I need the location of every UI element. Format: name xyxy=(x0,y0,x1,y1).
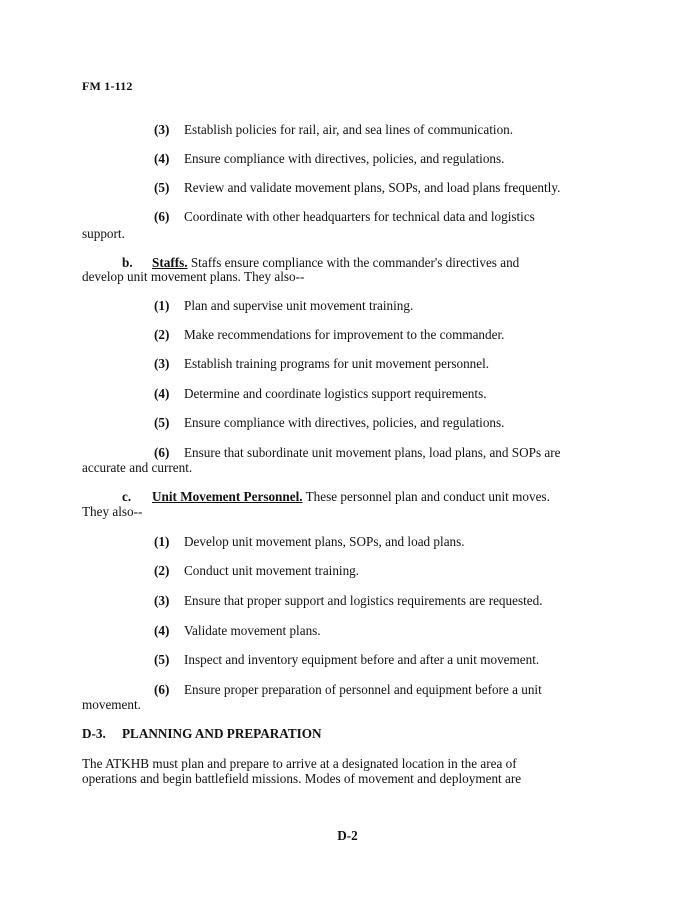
list-item xyxy=(154,209,694,225)
list-item xyxy=(154,151,694,167)
list-item xyxy=(154,682,694,698)
page-header-manual-id: FM 1-112 xyxy=(82,79,133,93)
list-item xyxy=(154,534,694,550)
paragraph-text: Staffs ensure compliance with the commander's directives and xyxy=(187,255,520,270)
list-item xyxy=(154,652,694,668)
section-number: D-3. xyxy=(82,726,106,741)
section-heading-d3 xyxy=(82,726,322,742)
item-text: Inspect and inventory equipment before and after a unit movement. xyxy=(184,652,540,667)
page-number: D-2 xyxy=(337,828,358,843)
paragraph-b-continuation: develop unit movement plans. They also-- xyxy=(82,269,305,284)
item-number: (3) xyxy=(154,356,170,371)
item-text: Review and validate movement plans, SOPs, and load plans frequently. xyxy=(184,180,561,195)
item-text: Ensure compliance with directives, policies, and regulations. xyxy=(184,151,505,166)
item-continuation: accurate and current. xyxy=(82,460,193,475)
item-continuation: movement. xyxy=(82,697,141,712)
item-text: Establish training programs for unit movement personnel. xyxy=(184,356,490,371)
list-item xyxy=(154,356,694,372)
body-text-line: The ATKHB must plan and prepare to arrive at a designated location in the area of xyxy=(82,756,517,771)
paragraph-text: These personnel plan and conduct unit moves. xyxy=(302,489,550,504)
list-item xyxy=(154,563,694,579)
item-text: Ensure proper preparation of personnel and equipment before a unit xyxy=(184,682,542,697)
item-number: (5) xyxy=(154,652,170,667)
list-item xyxy=(154,415,694,431)
item-number: (1) xyxy=(154,534,170,549)
item-number: (6) xyxy=(154,209,170,224)
paragraph-heading-staffs: Staffs. xyxy=(152,255,188,270)
paragraph-c-continuation: They also-- xyxy=(82,504,143,519)
item-text: Develop unit movement plans, SOPs, and load plans. xyxy=(184,534,465,549)
item-text: Conduct unit movement training. xyxy=(184,563,360,578)
item-text: Determine and coordinate logistics support requirements. xyxy=(184,386,487,401)
paragraph-c-lead xyxy=(82,489,622,505)
list-item xyxy=(154,327,694,343)
list-item xyxy=(154,593,694,609)
item-text: Make recommendations for improvement to the commander. xyxy=(184,327,505,342)
item-text: Ensure compliance with directives, policies, and regulations. xyxy=(184,415,505,430)
list-item xyxy=(154,298,694,314)
item-text: Coordinate with other headquarters for technical data and logistics xyxy=(184,209,535,224)
paragraph-heading-unit-movement-personnel: Unit Movement Personnel. xyxy=(152,489,303,504)
item-number: (4) xyxy=(154,151,170,166)
list-item xyxy=(154,445,694,461)
item-number: (6) xyxy=(154,682,170,697)
paragraph-letter: b. xyxy=(122,255,133,270)
section-title: PLANNING AND PREPARATION xyxy=(122,726,322,741)
item-number: (3) xyxy=(154,593,170,608)
item-text: Establish policies for rail, air, and sea lines of communication. xyxy=(184,122,514,137)
item-number: (3) xyxy=(154,122,170,137)
list-item xyxy=(154,623,694,639)
item-number: (2) xyxy=(154,327,170,342)
item-number: (4) xyxy=(154,386,170,401)
list-item xyxy=(154,386,694,402)
item-number: (6) xyxy=(154,445,170,460)
item-number: (2) xyxy=(154,563,170,578)
item-text: Validate movement plans. xyxy=(184,623,321,638)
paragraph-letter: c. xyxy=(122,489,132,504)
item-text: Ensure that subordinate unit movement plans, load plans, and SOPs are xyxy=(184,445,561,460)
item-continuation: support. xyxy=(82,226,125,241)
item-text: Ensure that proper support and logistics requirements are requested. xyxy=(184,593,543,608)
list-item xyxy=(154,180,694,196)
item-text: Plan and supervise unit movement training. xyxy=(184,298,414,313)
item-number: (4) xyxy=(154,623,170,638)
item-number: (5) xyxy=(154,415,170,430)
item-number: (1) xyxy=(154,298,170,313)
body-text-line: operations and begin battlefield missions. Modes of movement and deployment are xyxy=(82,771,522,786)
list-item xyxy=(154,122,694,138)
item-number: (5) xyxy=(154,180,170,195)
